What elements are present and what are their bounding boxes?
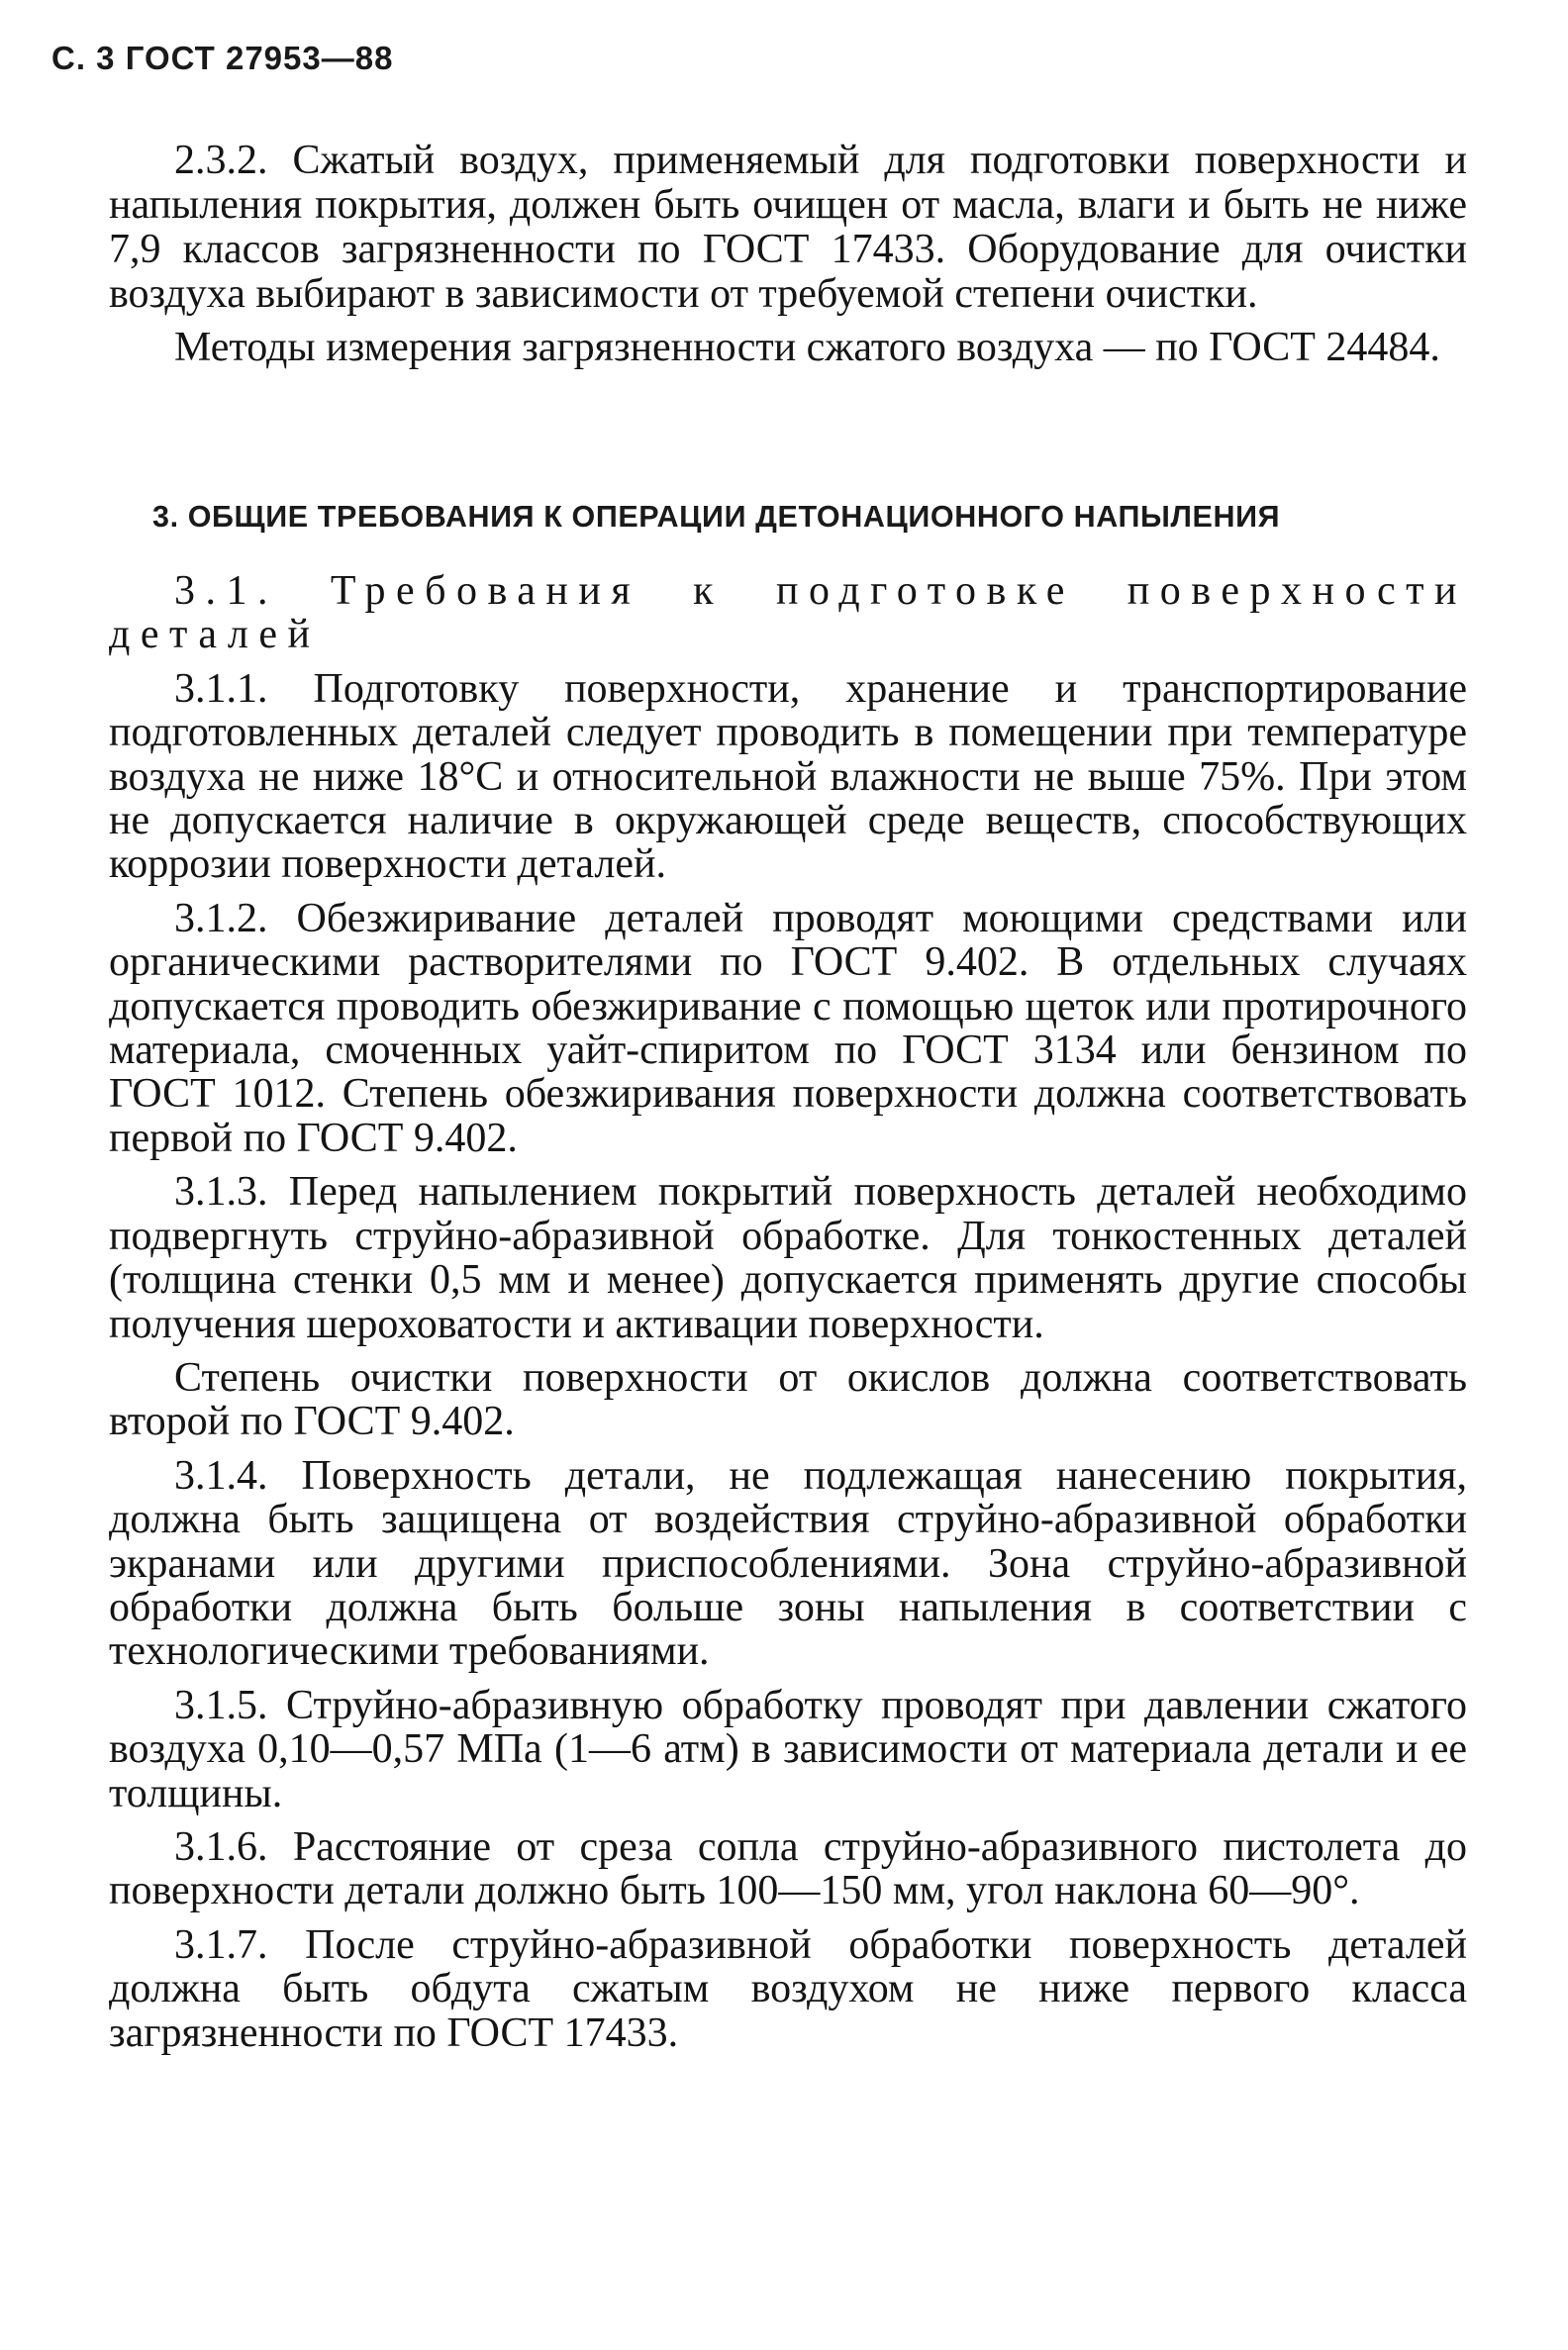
paragraph-3-1-6: 3.1.6. Расстояние от среза сопла струйно-абразивного пистолета до поверхности детали должно быть 100—150 мм, угол наклона 60—90°. — [109, 1823, 1467, 1914]
paragraph-3-1-7: 3.1.7. После струйно-абразивной обработки поверхность деталей должна быть обдута сжатым воздухом не ниже первого класса загрязненности по ГОСТ 17433. — [109, 1921, 1467, 2056]
paragraph-3-1-3: 3.1.3. Перед напылением покрытий поверхность деталей необходимо подвергнуть струйно-абразивной обработке. Для тонкостенных деталей (толщина стенки 0,5 мм и менее) допускается применять другие способы получения шероховатости и активации поверхности. — [109, 1169, 1467, 1347]
page-header: С. 3 ГОСТ 27953—88 — [51, 40, 394, 76]
section-title: 3. ОБЩИЕ ТРЕБОВАНИЯ К ОПЕРАЦИИ ДЕТОНАЦИОННОГО НАПЫЛЕНИЯ — [152, 500, 1281, 534]
section-3-text — [109, 569, 1467, 2065]
paragraph-3-1-1: 3.1.1. Подготовку поверхности, хранение и транспортирование подготовленных деталей следует проводить в помещении при температуре воздуха не ниже 18°С и относительной влажности не выше 75%. При этом не допускается наличие в окружающей среде веществ, способствующих коррозии поверхности деталей. — [109, 665, 1467, 888]
subsection-heading: 3.1. Требования к подготовке поверхности деталей — [109, 568, 1467, 658]
section-2-text — [109, 139, 1467, 379]
paragraph-oxide-cleaning: Степень очистки поверхности от окислов должна соответствовать второй по ГОСТ 9.402. — [109, 1354, 1467, 1445]
paragraph-3-1-4: 3.1.4. Поверхность детали, не подлежащая нанесению покрытия, должна быть защищена от воздействия струйно-абразивной обработки экранами или другими приспособлениями. Зона струйно-абразивной обработки должна быть больше зоны напыления в соответствии с технологическими требованиями. — [109, 1452, 1467, 1675]
paragraph-3-1-2: 3.1.2. Обезжиривание деталей проводят моющими средствами или органическими растворителями по ГОСТ 9.402. В отдельных случаях допускается проводить обезжиривание с помощью щеток или протирочного материала, смоченных уайт-спиритом по ГОСТ 3134 или бензином по ГОСТ 1012. Степень обезжиривания поверхности должна соответствовать первой по ГОСТ 9.402. — [109, 895, 1467, 1161]
paragraph-2-3-2: 2.3.2. Сжатый воздух, применяемый для подготовки поверхности и напыления покрытия, должен быть очищен от масла, влаги и быть не ниже 7,9 классов загрязненности по ГОСТ 17433. Оборудование для очистки воздуха выбирают в зависимости от требуемой степени очистки. — [109, 138, 1467, 317]
paragraph-measurement-methods: Методы измерения загрязненности сжатого воздуха — по ГОСТ 24484. — [174, 325, 1440, 370]
paragraph-3-1-5: 3.1.5. Струйно-абразивную обработку проводят при давлении сжатого воздуха 0,10—0,57 МПа (1—6 атм) в зависимости от материала детали и ее толщины. — [109, 1682, 1467, 1816]
